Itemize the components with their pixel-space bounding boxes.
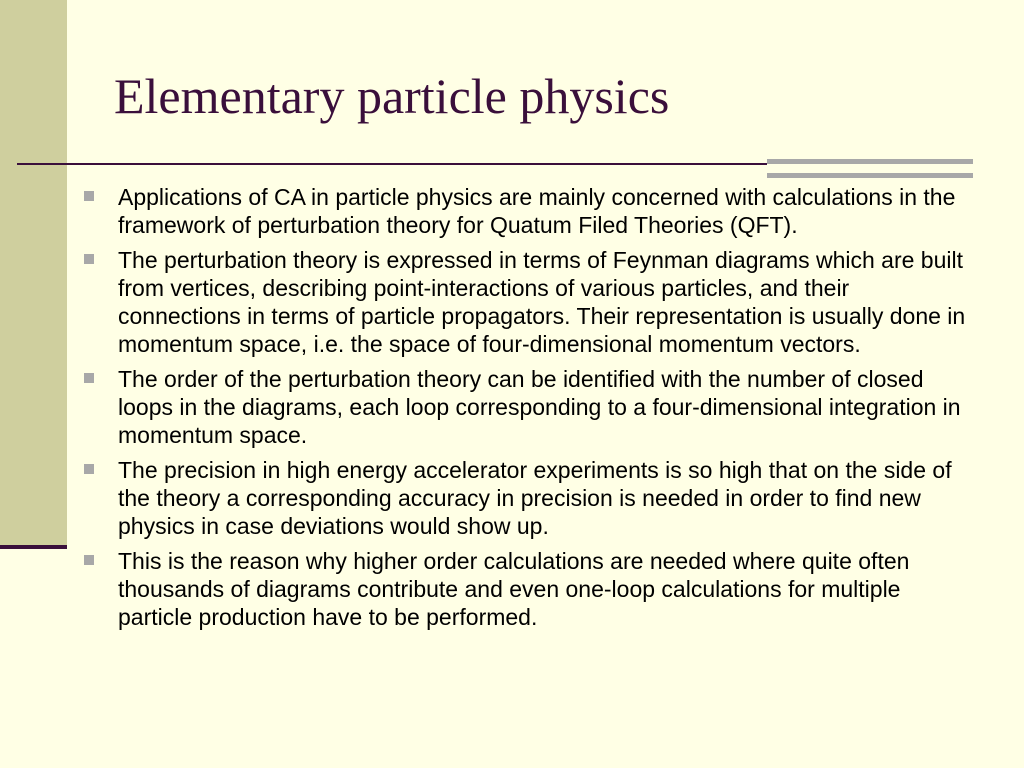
bullet-list [84,183,974,638]
bullet-item [84,456,974,540]
slide-title: Elementary particle physics [114,68,670,124]
bullet-text: The precision in high energy accelerator experiments is so high that on the side of the theory a corresponding accuracy in precision is needed in order to find new physics in case deviations would show up. [118,457,952,539]
decorative-gray-bar-bottom [767,173,973,178]
title-underline-rule [17,163,767,165]
left-accent-rule [0,545,67,549]
left-decorative-bar [0,0,67,547]
bullet-item [84,365,974,449]
square-bullet-icon [84,464,94,474]
square-bullet-icon [84,555,94,565]
bullet-item [84,183,974,239]
square-bullet-icon [84,254,94,264]
decorative-gray-bar-top [767,159,973,164]
bullet-text: Applications of CA in particle physics are mainly concerned with calculations in the framework of perturbation theory for Quatum Filed Theories (QFT). [118,184,956,238]
bullet-item [84,246,974,358]
square-bullet-icon [84,191,94,201]
square-bullet-icon [84,373,94,383]
bullet-text: The order of the perturbation theory can be identified with the number of closed loops in the diagrams, each loop corresponding to a four-dimensional integration in momentum space. [118,366,961,448]
bullet-text: The perturbation theory is expressed in terms of Feynman diagrams which are built from vertices, describing point-interactions of various particles, and their connections in terms of particle propagators. Their representation is usually done in momentum space, i.e. the space of four-dimensional momentum vectors. [118,247,966,357]
bullet-item [84,547,974,631]
bullet-text: This is the reason why higher order calculations are needed where quite often thousands of diagrams contribute and even one-loop calculations for multiple particle production have to be performed. [118,548,910,630]
